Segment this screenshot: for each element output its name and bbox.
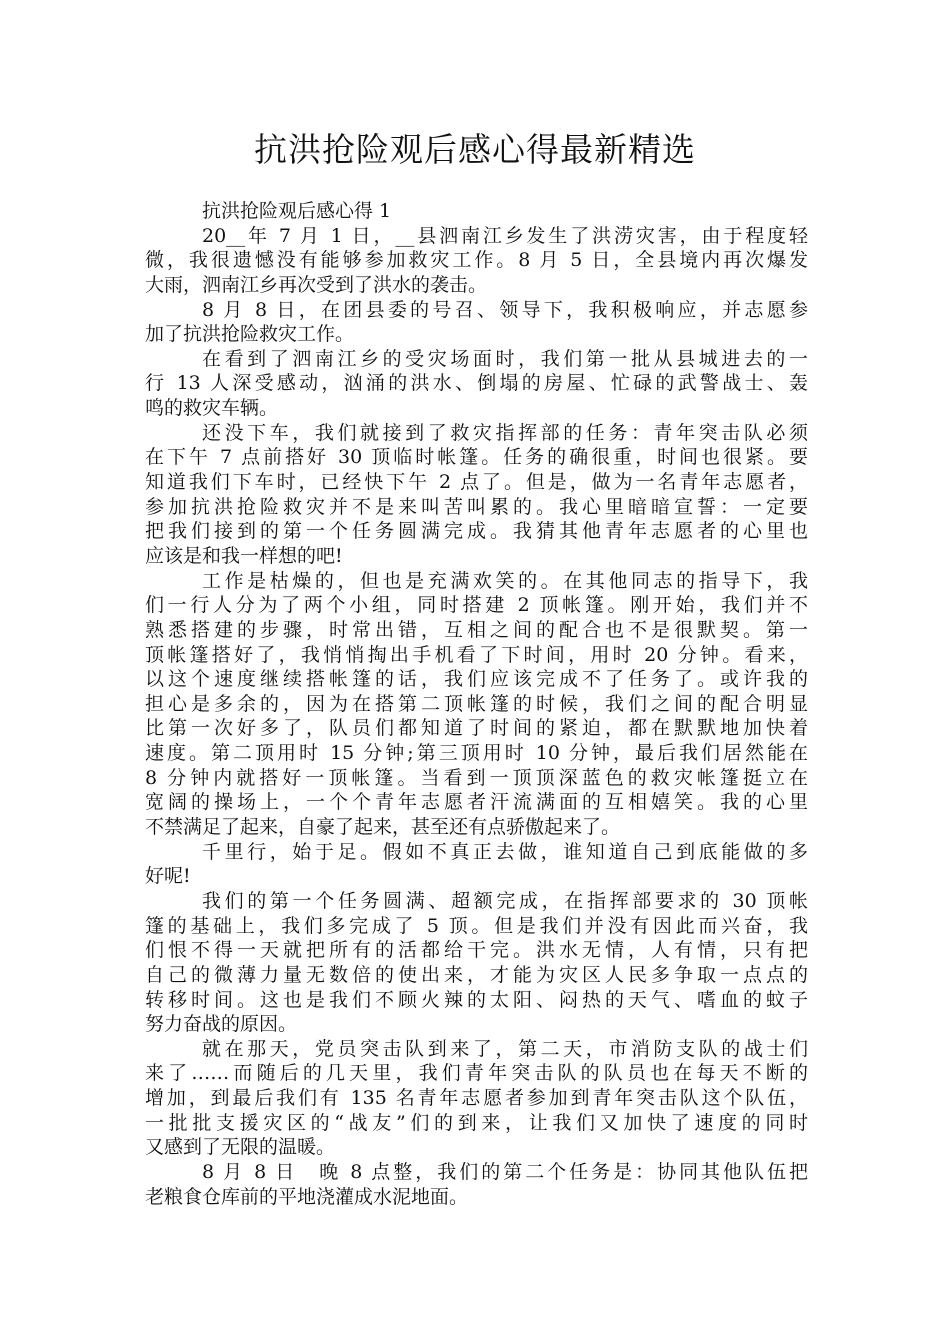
text-line: 8 月 8 日 晚 8 点整，我们的第二个任务是：协同其他队伍把	[202, 1160, 808, 1183]
text-line: 还没下车，我们就接到了救灾指挥部的任务：青年突击队必须	[202, 421, 808, 444]
document-body	[145, 199, 808, 1209]
text-line: 行 13 人深受感动，汹涌的洪水、倒塌的房屋、忙碌的武警战士、轰	[145, 372, 808, 395]
text-line: 知道我们下车时，已经快下午 2 点了。但是，做为一名青年志愿者，	[145, 471, 808, 494]
text-line: 努力奋战的原因。	[145, 1013, 298, 1036]
text-line: 应该是和我一样想的吧!	[145, 544, 343, 567]
text-line: 加了抗洪抢险救灾工作。	[145, 323, 355, 346]
text-line: 转移时间。这也是我们不顾火辣的太阳、闷热的天气、嗜血的蚊子	[145, 988, 808, 1011]
text-line: 我们的第一个任务圆满、超额完成，在指挥部要求的 30 顶帐	[202, 889, 808, 912]
text-line: 来了……而随后的几天里，我们青年突击队的队员也在每天不断的	[145, 1062, 808, 1085]
text-line: 们一行人分为了两个小组，同时搭建 2 顶帐篷。刚开始，我们并不	[145, 594, 808, 617]
text-line: 在看到了泗南江乡的受灾场面时，我们第一批从县城进去的一	[202, 347, 808, 370]
text-line: 顶帐篷搭好了，我悄悄掏出手机看了下时间，用时 20 分钟。看来，	[145, 643, 808, 666]
text-line: 把我们接到的第一个任务圆满完成。我猜其他青年志愿者的心里也	[145, 520, 808, 543]
text-line: 自己的微薄力量无数倍的使出来，才能为灾区人民多争取一点点的	[145, 963, 808, 986]
text-line: 不禁满足了起来，自豪了起来，甚至还有点骄傲起来了。	[145, 816, 621, 839]
text-line: 大雨，泗南江乡再次受到了洪水的袭击。	[145, 273, 488, 296]
text-line: 抗洪抢险观后感心得 1	[202, 200, 392, 222]
text-line: 速度。第二顶用时 15 分钟;第三顶用时 10 分钟，最后我们居然能在	[145, 742, 808, 765]
text-line: 参加抗洪抢险救灾并不是来叫苦叫累的。我心里暗暗宣誓：一定要	[145, 495, 808, 518]
text-line: 鸣的救灾车辆。	[145, 397, 279, 420]
text-line: 好呢!	[145, 865, 191, 888]
text-line: 篷的基础上，我们多完成了 5 顶。但是我们并没有因此而兴奋，我	[145, 914, 808, 937]
text-line: 们恨不得一天就把所有的活都给干完。洪水无情，人有情，只有把	[145, 939, 808, 962]
text-line: 比第一次好多了，队员们都知道了时间的紧迫，都在默默地加快着	[145, 717, 808, 740]
text-line: 工作是枯燥的，但也是充满欢笑的。在其他同志的指导下，我	[202, 569, 808, 592]
text-line: 以这个速度继续搭帐篷的话，我们应该完成不了任务了。或许我的	[145, 668, 808, 691]
text-line: 又感到了无限的温暖。	[145, 1136, 336, 1159]
text-line: 熟悉搭建的步骤，时常出错，互相之间的配合也不是很默契。第一	[145, 618, 808, 641]
text-line: 担心是多余的，因为在搭第二顶帐篷的时候，我们之间的配合明显	[145, 692, 808, 715]
text-line: 一批批支援灾区的“战友”们的到来，让我们又加快了速度的同时	[145, 1111, 808, 1134]
text-line: 20__年 7 月 1 日，__县泗南江乡发生了洪涝灾害，由于程度轻	[202, 224, 808, 247]
text-line: 老粮食仓库前的平地浇灌成水泥地面。	[145, 1185, 469, 1208]
page-title: 抗洪抢险观后感心得最新精选	[254, 130, 696, 169]
text-line: 8 月 8 日，在团县委的号召、领导下，我积极响应，并志愿参	[202, 298, 808, 321]
text-line: 增加，到最后我们有 135 名青年志愿者参加到青年突击队这个队伍，	[145, 1087, 808, 1110]
text-line: 在下午 7 点前搭好 30 顶临时帐篷。任务的确很重，时间也很紧。要	[145, 446, 808, 469]
text-line: 微，我很遗憾没有能够参加救灾工作。8 月 5 日，全县境内再次爆发	[145, 249, 808, 272]
text-line: 就在那天，党员突击队到来了，第二天，市消防支队的战士们	[202, 1037, 808, 1060]
text-line: 千里行，始于足。假如不真正去做，谁知道自己到底能做的多	[202, 840, 808, 863]
text-line: 宽阔的操场上，一个个青年志愿者汗流满面的互相嬉笑。我的心里	[145, 791, 808, 814]
text-line: 8 分钟内就搭好一顶帐篷。当看到一顶顶深蓝色的救灾帐篷挺立在	[145, 766, 808, 789]
